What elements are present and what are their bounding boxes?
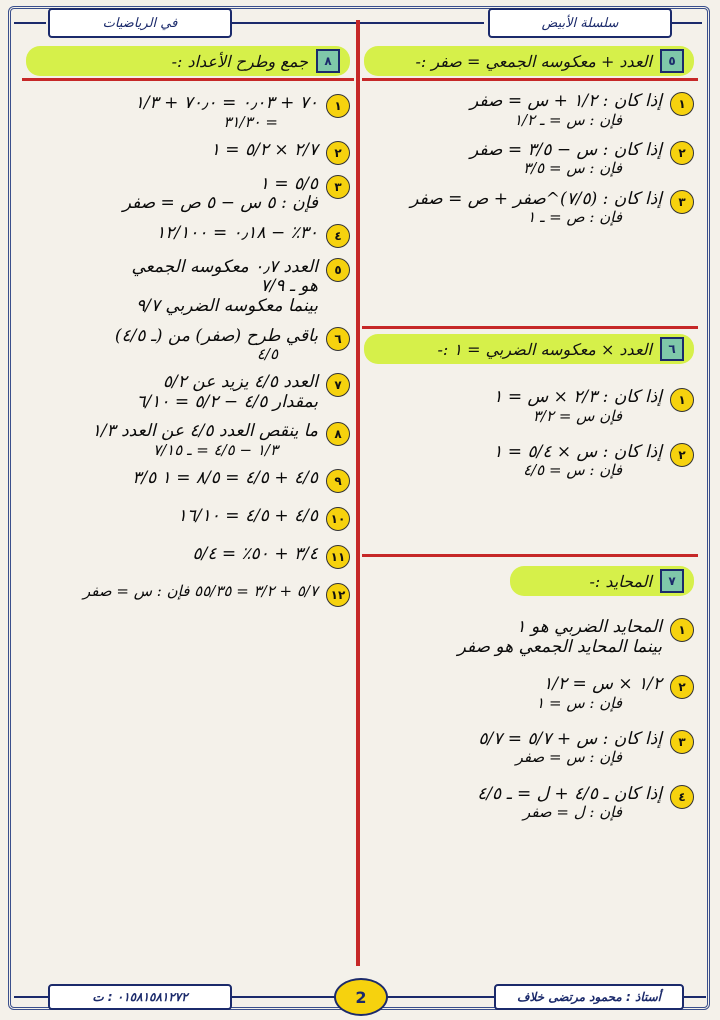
list-item: [364, 443, 694, 480]
item-line: بمقدار ٤/٥ − ٥/٢ = ٦/١٠: [136, 391, 318, 412]
section-topline: [362, 554, 698, 557]
header-line-left: [14, 22, 46, 24]
list-item: [26, 583, 350, 607]
item-line: ٧٠ + ٠٫٠٣ = ٧٠٫٠ + ١/٣: [134, 93, 318, 113]
section-number: ٨: [316, 49, 340, 73]
item-line: إذا كان : ١/٢ + س = صفر: [470, 91, 662, 111]
item-line: ٤/٥ + ٤/٥ = ١٦/١٠: [177, 506, 318, 527]
item-line: إذا كان : ٢/٣ × س = ١: [493, 387, 662, 407]
column-divider: [356, 20, 360, 966]
item-number: ١٢: [326, 583, 350, 607]
list-item: [26, 94, 350, 131]
list-item: [26, 258, 350, 317]
page-number: 2: [334, 978, 388, 1016]
item-line: بينما معكوسه الضربي ٩/٧: [136, 295, 318, 316]
section-8-list: [26, 94, 350, 607]
list-item: [26, 141, 350, 165]
item-number: ١: [670, 618, 694, 642]
section-7-list: [364, 618, 694, 821]
item-line: فإن : س = صفر: [515, 748, 622, 767]
item-line: إذا كان ـ ٤/٥ + ل = ـ ٤/٥: [477, 783, 662, 804]
section-number: ٦: [660, 337, 684, 361]
item-number: ٥: [326, 258, 350, 282]
item-line: فإن : ٥ س − ٥ ص = صفر: [122, 193, 318, 214]
item-line: = ٣١/٣٠: [223, 112, 278, 131]
item-line: بينما المحايد الجمعي هو صفر: [457, 636, 662, 657]
item-line: إذا كان : س − ٣/٥ = صفر: [470, 139, 662, 160]
item-number: ٨: [326, 422, 350, 446]
item-number: ١: [670, 388, 694, 412]
section-underline: [22, 78, 354, 81]
item-number: ٣: [326, 175, 350, 199]
list-item: [364, 730, 694, 767]
item-line: ٢/٧ × ٥/٢ = ١: [210, 139, 318, 160]
section-number: ٧: [660, 569, 684, 593]
section-underline: [362, 78, 698, 81]
teacher-name: أستاذ : محمود مرتضى خلاف: [494, 984, 684, 1010]
section-title: المحايد :-: [589, 571, 652, 591]
item-line: ٣٠٪ − ٠٫١٨ = ١٢/١٠٠: [156, 222, 318, 243]
list-item: [364, 388, 694, 425]
item-line: هو ـ ٧/٩: [260, 276, 318, 297]
item-line: فإن : ل = صفر: [523, 803, 622, 822]
list-item: [26, 545, 350, 569]
list-item: [364, 141, 694, 178]
list-item: [364, 675, 694, 712]
item-number: ٤: [670, 785, 694, 809]
item-line: إذا كان : (٧/٥)^صفر + ص = صفر: [410, 188, 662, 209]
series-title: سلسلة الأبيض: [488, 8, 672, 38]
item-line: ١/٢ × س = ١/٢: [543, 674, 662, 695]
section-6-list: [364, 388, 694, 480]
item-line: ٥/٥ = ١: [259, 173, 318, 194]
list-item: [364, 190, 694, 227]
item-line: فإن : س = ٤/٥: [523, 461, 622, 480]
item-number: ٣: [670, 730, 694, 754]
list-item: [26, 224, 350, 248]
item-line: المحايد الضربي هو ١: [516, 617, 662, 637]
section-title: العدد × معكوسه الضربي = ١ :-: [437, 339, 652, 359]
header-line-right: [670, 22, 702, 24]
item-line: فإن : س = ١: [536, 693, 622, 712]
list-item: [26, 507, 350, 531]
item-line: ما ينقص العدد ٤/٥ عن العدد ١/٣: [91, 421, 318, 442]
item-line: العدد ٠٫٧ معكوسه الجمعي: [131, 256, 318, 277]
item-line: ١/٣ − ٤/٥ = ـ ٧/١٥: [153, 440, 278, 459]
list-item: [26, 422, 350, 459]
section-topline: [362, 326, 698, 329]
list-item: [26, 175, 350, 214]
item-number: ٧: [326, 373, 350, 397]
section-number: ٥: [660, 49, 684, 73]
list-item: [364, 92, 694, 129]
item-number: ١: [326, 94, 350, 118]
item-line: العدد ٤/٥ يزيد عن ٥/٢: [162, 372, 318, 393]
item-line: فإن س = ٣/٢: [532, 406, 622, 425]
item-number: ١: [670, 92, 694, 116]
section-title: العدد + معكوسه الجمعي = صفر :-: [415, 51, 652, 71]
item-line: إذا كان : س × ٥/٤ = ١: [493, 441, 662, 462]
list-item: [26, 469, 350, 493]
list-item: [364, 785, 694, 822]
item-number: ٢: [670, 443, 694, 467]
item-line: ٤/٥ + ٤/٥ = ٨/٥ = ١ ٣/٥: [132, 468, 318, 489]
section-7-header: [510, 566, 694, 596]
item-line: إذا كان : س + ٥/٧ = ٥/٧: [478, 728, 662, 749]
section-5-header: [364, 46, 694, 76]
item-number: ٦: [326, 327, 350, 351]
item-line: ٥/٧ + ٣/٢ = ٥٥/٣٥ فإن : س = صفر: [83, 582, 318, 601]
section-title: جمع وطرح الأعداد :-: [171, 51, 308, 71]
item-number: ٩: [326, 469, 350, 493]
item-line: فإن : س = ٣/٥: [523, 159, 622, 178]
item-number: ٢: [670, 675, 694, 699]
section-5-list: [364, 92, 694, 226]
list-item: [26, 373, 350, 412]
item-line: باقي طرح (صفر) من (ـ ٤/٥): [114, 325, 318, 346]
section-6-header: [364, 334, 694, 364]
item-number: ١٠: [326, 507, 350, 531]
item-line: فإن : س = ـ ١/٢: [513, 110, 622, 129]
subject-title: في الرياضيات: [48, 8, 232, 38]
item-number: ٢: [326, 141, 350, 165]
item-line: فإن : ص = ـ ١: [527, 208, 622, 227]
item-line: ٣/٤ + ٥٠٪ = ٥/٤: [192, 544, 318, 565]
section-8-header: [26, 46, 350, 76]
phone-number: ٠١٥٨١٥٨١٢٧٢ : ت: [48, 984, 232, 1010]
list-item: [26, 327, 350, 364]
list-item: [364, 618, 694, 657]
item-number: ٢: [670, 141, 694, 165]
item-line: ٤/٥: [256, 345, 278, 364]
item-number: ٣: [670, 190, 694, 214]
item-number: ٤: [326, 224, 350, 248]
item-number: ١١: [326, 545, 350, 569]
